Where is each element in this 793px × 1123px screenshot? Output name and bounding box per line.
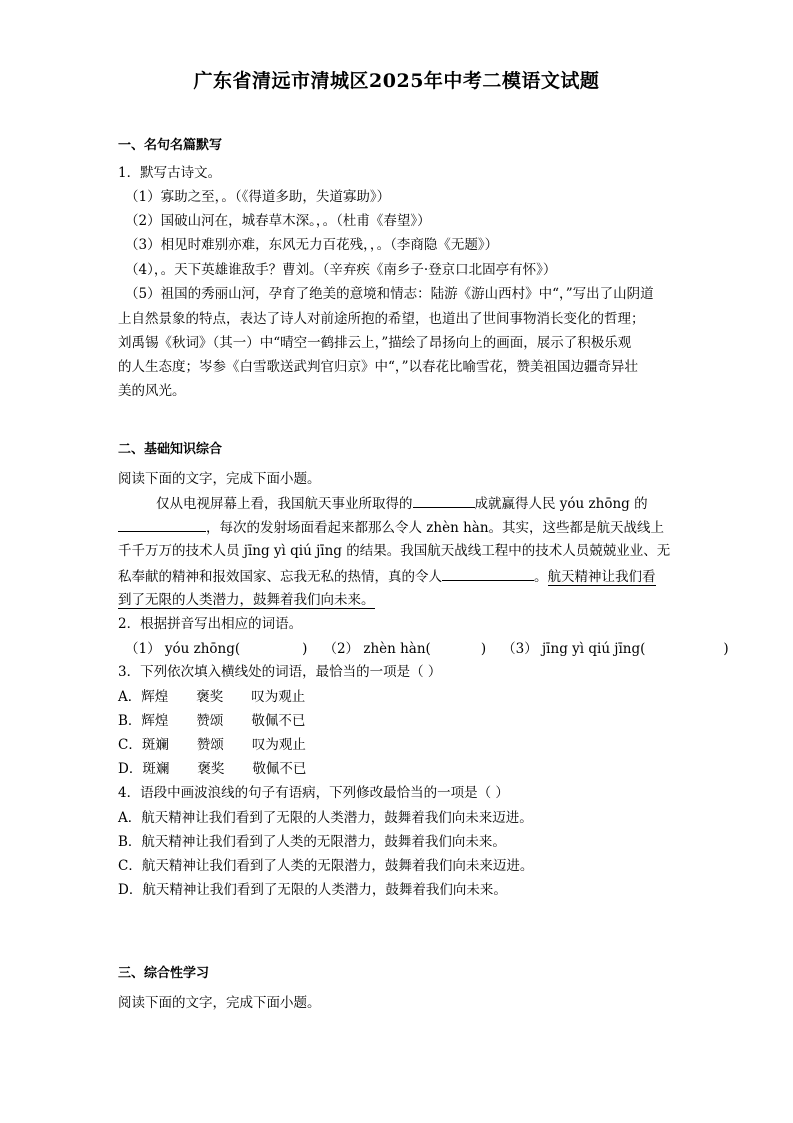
q1-item-5-line-5: 美的风光。	[118, 383, 186, 399]
option-word: 敬佩不已	[252, 761, 307, 777]
q3-option-c[interactable]	[118, 735, 306, 755]
q1-item-5-line-2: 上自然景象的特点，表达了诗人对前途所抱的希望，也道出了世间事物消长变化的哲理；	[118, 311, 645, 327]
passage-text: 私奉献的精神和报效国家、忘我无私的热情，真的令人	[118, 569, 442, 585]
q2-close-paren: )	[302, 641, 308, 657]
option-word: 褒奖	[196, 689, 224, 705]
option-word: 敬佩不已	[251, 713, 306, 729]
passage-line-2	[118, 517, 664, 538]
passage-line-5	[118, 590, 375, 610]
option-word: A．辉煌	[118, 689, 169, 705]
q4-option-d[interactable]: D．航天精神让我们看到了无限的人类潜力，鼓舞着我们向未来。	[118, 882, 507, 898]
option-word: 叹为观止	[251, 737, 306, 753]
passage-text: ，每次的发射场面看起来都那么令人 zhèn hàn。其实，这些都是航天战线上	[206, 520, 665, 536]
fill-blank-3[interactable]	[442, 566, 534, 581]
q3-option-d[interactable]	[118, 759, 306, 779]
q4-option-b[interactable]: B．航天精神让我们看到了人类的无限潜力，鼓舞着我们向未来。	[118, 834, 506, 850]
option-word: 赞颂	[196, 737, 224, 753]
q2-item-3: （3） jīng yì qiú jīng(	[502, 641, 646, 657]
question-3-stem: 3．下列依次填入横线处的词语，最恰当的一项是（ ）	[118, 664, 442, 680]
section-heading-3: 三、综合性学习	[118, 966, 210, 981]
q2-close-paren: )	[723, 641, 729, 657]
section-3-intro: 阅读下面的文字，完成下面小题。	[118, 995, 321, 1011]
q1-item-5-line-1: （5）祖国的秀丽山河，孕育了绝美的意境和情志：陆游《游山西村》中“，”写出了山阴道	[125, 286, 654, 302]
q1-item-2: （2）国破山河在，城春草木深。，。（杜甫《春望》）	[125, 213, 431, 229]
option-word: 褒奖	[197, 761, 225, 777]
option-word: D．斑斓	[118, 761, 170, 777]
q2-item-1: （1） yóu zhōng(	[125, 641, 241, 657]
passage-text: 仅从电视屏幕上看，我国航天事业所取得的	[156, 496, 413, 512]
q4-option-a[interactable]: A．航天精神让我们看到了无限的人类潜力，鼓舞着我们向未来迈进。	[118, 810, 533, 826]
section-heading-1: 一、名句名篇默写	[118, 138, 223, 153]
wavy-underlined-sentence: 到了无限的人类潜力，鼓舞着我们向未来。	[118, 592, 375, 608]
question-1-stem: 1．默写古诗文。	[118, 165, 222, 181]
section-heading-2: 二、基础知识综合	[118, 442, 223, 457]
option-word: 叹为观止	[251, 689, 306, 705]
section-2-intro: 阅读下面的文字，完成下面小题。	[118, 471, 321, 487]
question-4-stem: 4．语段中画波浪线的句子有语病，下列修改最恰当的一项是（ ）	[118, 785, 509, 801]
fill-blank-2[interactable]	[118, 517, 206, 532]
q3-option-a[interactable]	[118, 687, 305, 707]
q4-option-c[interactable]: C．航天精神让我们看到了人类的无限潜力，鼓舞着我们向未来迈进。	[118, 858, 534, 874]
option-word: C．斑斓	[118, 737, 169, 753]
passage-line-1	[156, 493, 648, 514]
wavy-underlined-sentence: 航天精神让我们看	[547, 569, 656, 585]
passage-line-3: 千千万万的技术人员 jīng yì qiú jīng 的结果。我国航天战线工程中的技术人员兢兢业业、无	[118, 543, 671, 559]
option-word: B．辉煌	[118, 713, 169, 729]
q2-close-paren: )	[480, 641, 487, 657]
passage-text: 。	[534, 569, 548, 585]
question-2-stem: 2．根据拼音写出相应的词语。	[118, 616, 303, 632]
page-title: 广东省清远市清城区2025年中考二模语文试题	[193, 70, 600, 92]
q1-item-5-line-4: 的人生态度；岑参《白雪歌送武判官归京》中“，”以春花比喻雪花，赞美祖国边疆奇异壮	[118, 359, 639, 375]
q1-item-1: （1）寡助之至，。（《得道多助，失道寡助》）	[125, 189, 391, 205]
fill-blank-1[interactable]	[413, 493, 475, 508]
q1-item-4: （4），。天下英雄谁敌手？曹刘。（辛弃疾《南乡子·登京口北固亭有怀》）	[125, 262, 557, 278]
q1-item-3: （3）相见时难别亦难，东风无力百花残，，。（李商隐《无题》）	[125, 237, 499, 253]
passage-line-4	[118, 566, 656, 587]
passage-text: 成就赢得人民 yóu zhōng 的	[474, 496, 648, 512]
option-word: 赞颂	[196, 713, 224, 729]
q2-answer-row	[125, 639, 729, 659]
q3-option-b[interactable]	[118, 711, 305, 731]
q2-item-2: （2） zhèn hàn(	[323, 641, 431, 657]
q1-item-5-line-3: 刘禹锡《秋词》（其一）中“晴空一鹤排云上，”描绘了昂扬向上的画面，展示了积极乐观	[118, 335, 632, 351]
